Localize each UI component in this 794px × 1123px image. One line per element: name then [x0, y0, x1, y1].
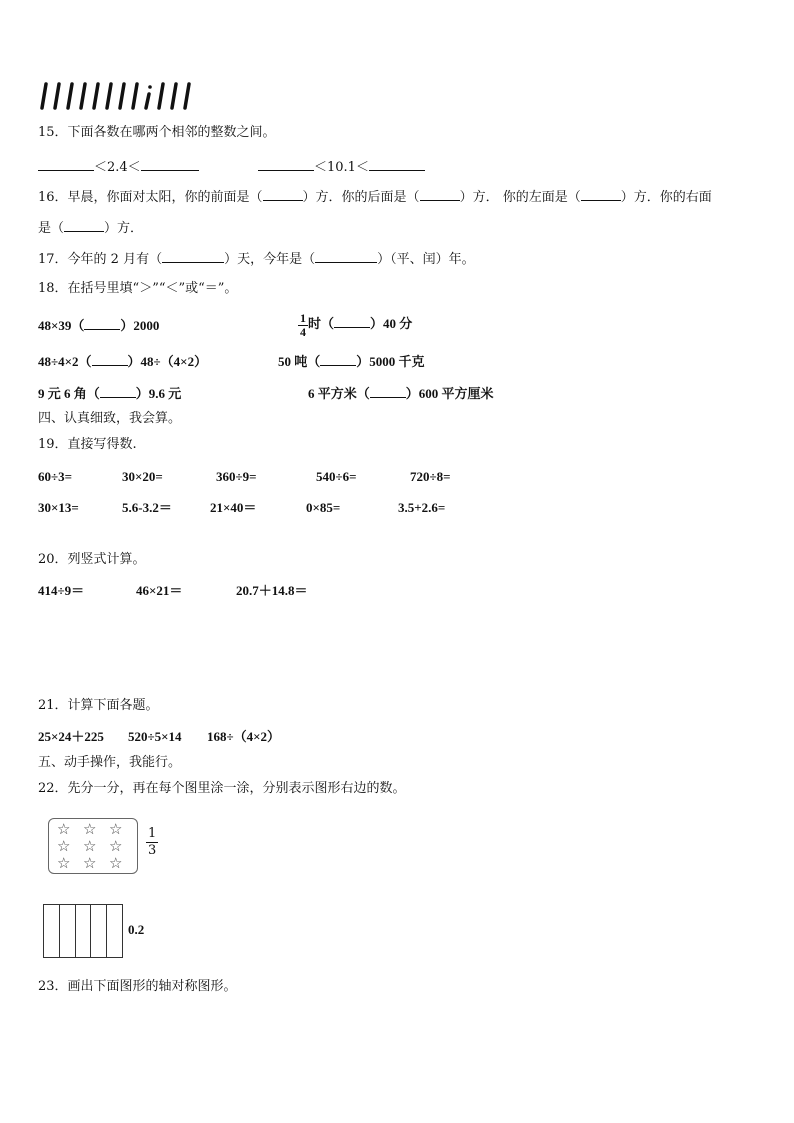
q18-row1-left: 48×39（ ）2000: [38, 318, 160, 333]
answer-blank[interactable]: [334, 314, 370, 328]
star-icon: ☆: [109, 837, 123, 855]
fraction-one-quarter: $\frac{1}{4}$: [300, 310, 306, 339]
q15-part-b: ＜10.1＜: [258, 156, 425, 177]
rectangle-part[interactable]: [60, 905, 76, 957]
answer-blank[interactable]: [263, 187, 303, 201]
q19-item: 60÷3=: [38, 469, 73, 484]
star-icon: ☆: [83, 837, 97, 855]
q21-title: 21．计算下面各题。: [38, 698, 159, 713]
q20-item: 46×21＝: [136, 583, 183, 598]
q21-item: 25×24＋225: [38, 729, 104, 744]
q19-item: 540÷6=: [316, 469, 357, 484]
star-grid-box[interactable]: [48, 818, 138, 874]
q16-line2: 是（ ）方．: [38, 218, 143, 238]
answer-blank[interactable]: [38, 156, 94, 171]
star-icon: ☆: [57, 854, 71, 872]
star-icon: ☆: [109, 820, 123, 838]
fraction-one-third: $\frac{1}{3}$: [148, 826, 157, 858]
q18-row2-right: 50 吨（ ）5000 千克: [278, 354, 425, 369]
q19-item: 5.6-3.2＝: [122, 500, 172, 515]
q22-title: 22．先分一分，再在每个图里涂一涂，分别表示图形右边的数。: [38, 781, 406, 796]
answer-blank[interactable]: [581, 187, 621, 201]
section-5-heading: 五、动手操作，我能行。: [38, 755, 182, 770]
q19-item: 360÷9=: [216, 469, 257, 484]
answer-blank[interactable]: [162, 249, 224, 263]
q19-item: 720÷8=: [410, 469, 451, 484]
answer-blank[interactable]: [64, 218, 104, 232]
q20-item: 20.7＋14.8＝: [236, 583, 308, 598]
star-icon: ☆: [83, 820, 97, 838]
tally-marks-decoration: [36, 80, 206, 112]
q19-item: 30×13=: [38, 500, 79, 515]
q18-row3-right: 6 平方米（ ）600 平方厘米: [308, 386, 494, 401]
answer-blank[interactable]: [84, 316, 120, 330]
q19-item: 3.5+2.6=: [398, 500, 446, 515]
answer-blank[interactable]: [92, 352, 128, 366]
answer-blank[interactable]: [141, 156, 199, 171]
rectangle-part[interactable]: [44, 905, 60, 957]
star-icon: ☆: [57, 820, 71, 838]
q19-title: 19．直接写得数.: [38, 437, 137, 452]
q18-row1-right: $\frac{1}{4}$ 时（ ）40 分: [300, 310, 413, 339]
q15-title: 15．下面各数在哪两个相邻的整数之间。: [38, 125, 276, 140]
q21-item: 168÷（4×2）: [207, 729, 281, 744]
q15-part-a: ＜2.4＜: [38, 156, 199, 177]
rectangle-part[interactable]: [91, 905, 107, 957]
star-icon: ☆: [109, 854, 123, 872]
q19-item: 0×85=: [306, 500, 341, 515]
q20-item: 414÷9＝: [38, 583, 85, 598]
five-part-rectangle[interactable]: [43, 904, 123, 958]
star-icon: ☆: [83, 854, 97, 872]
q19-item: 30×20=: [122, 469, 163, 484]
star-icon: ☆: [57, 837, 71, 855]
answer-blank[interactable]: [258, 156, 314, 171]
answer-blank[interactable]: [420, 187, 460, 201]
rectangle-part[interactable]: [107, 905, 122, 957]
q18-row3-left: 9 元 6 角（ ）9.6 元: [38, 386, 182, 401]
rectangle-part[interactable]: [76, 905, 92, 957]
answer-blank[interactable]: [100, 384, 136, 398]
answer-blank[interactable]: [370, 384, 406, 398]
answer-blank[interactable]: [369, 156, 425, 171]
answer-blank[interactable]: [315, 249, 377, 263]
q23-title: 23．画出下面图形的轴对称图形。: [38, 979, 237, 994]
q21-item: 520÷5×14: [128, 729, 182, 744]
q18-title: 18．在括号里填“＞”“＜”或“＝”。: [38, 281, 238, 296]
q19-item: 21×40＝: [210, 500, 257, 515]
q16-line1: 16．早晨，你面对太阳，你的前面是（ ）方．你的后面是（ ）方． 你的左面是（ ）方．你的右面: [38, 187, 712, 207]
q18-row2-left: 48÷4×2（ ）48÷（4×2）: [38, 354, 208, 369]
q17-line: 17．今年的 2 月有（ ）天，今年是（ ）（平、闰）年。: [38, 249, 475, 269]
section-4-heading: 四、认真细致，我会算。: [38, 411, 182, 426]
answer-blank[interactable]: [320, 352, 356, 366]
q20-title: 20．列竖式计算。: [38, 552, 146, 567]
rect-value-label: 0.2: [128, 922, 145, 937]
